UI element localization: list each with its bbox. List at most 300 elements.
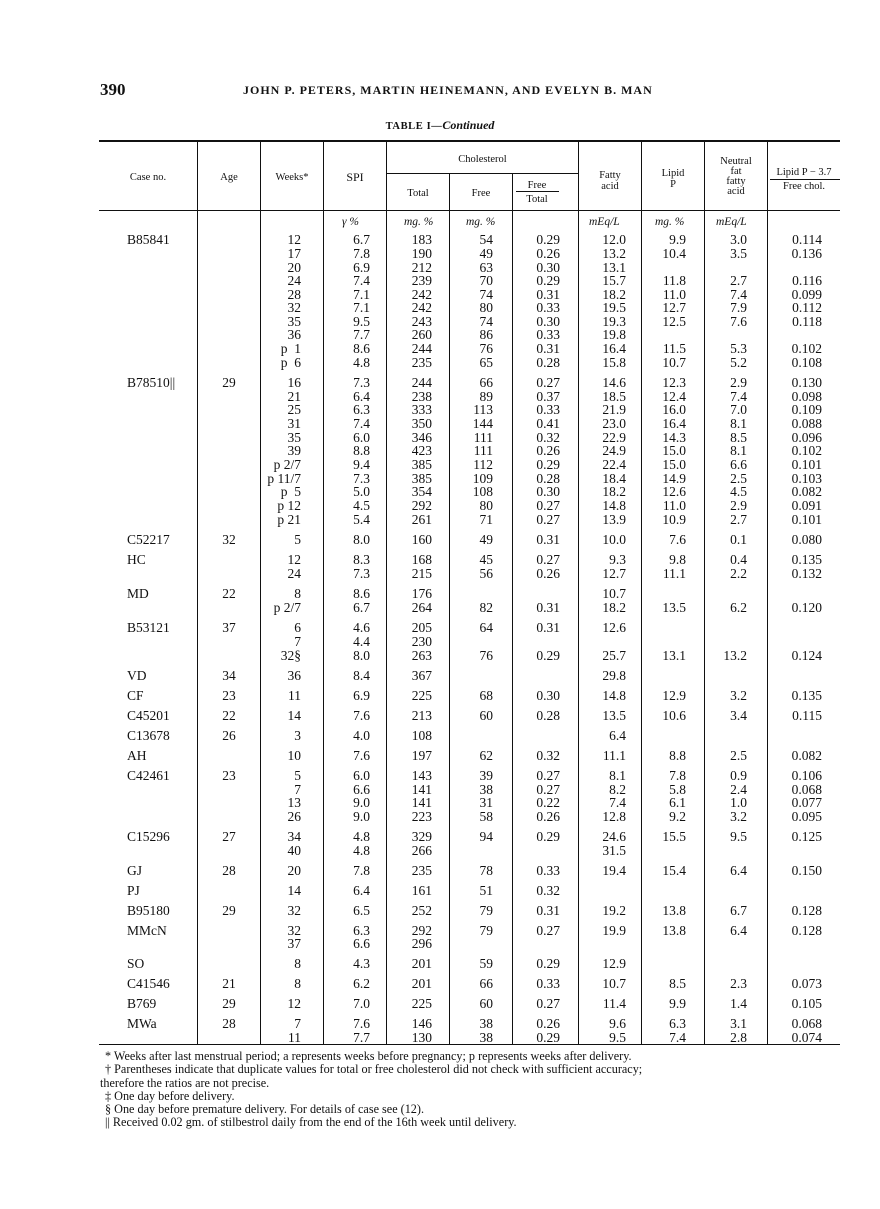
cell-neutral: 2.7 (730, 273, 747, 288)
cell-weeks: 14 (287, 708, 301, 723)
cell-neutral: 0.1 (730, 532, 747, 547)
cell-weeks: 24 (287, 566, 301, 581)
cell-neutral: 8.1 (730, 416, 747, 431)
cell-neutral: 7.0 (730, 402, 747, 417)
cell-total: 292 (411, 498, 432, 513)
cell-fatty: 19.3 (602, 314, 626, 329)
cell-ratio: 0.29 (536, 273, 560, 288)
cell-fatty: 19.8 (602, 327, 626, 342)
cell-free: 94 (479, 829, 493, 844)
cell-spi: 7.3 (353, 375, 370, 390)
table-row (0, 795, 880, 810)
cell-ratio: 0.31 (536, 532, 560, 547)
cell-weeks: p 1 (280, 341, 301, 356)
cell-free: 59 (479, 956, 493, 971)
cell-case: VD (127, 668, 147, 683)
cell-weeks: p 5 (280, 484, 301, 499)
cell-fatty: 8.1 (609, 768, 626, 783)
cell-total: 242 (411, 287, 432, 302)
cell-total: 266 (411, 843, 432, 858)
cell-ratio: 0.28 (536, 708, 560, 723)
cell-lp: 0.068 (791, 782, 822, 797)
cell-ratio: 0.29 (536, 232, 560, 247)
cell-spi: 4.8 (353, 829, 370, 844)
cell-ratio: 0.33 (536, 976, 560, 991)
cell-ratio: 0.27 (536, 782, 560, 797)
cell-fatty: 31.5 (602, 843, 626, 858)
cell-lipid: 13.5 (662, 600, 686, 615)
cell-fatty: 9.6 (609, 1016, 626, 1031)
cell-fatty: 11.4 (602, 996, 626, 1011)
cell-weeks: p 11/7 (267, 471, 301, 486)
cell-spi: 4.4 (353, 634, 370, 649)
header-lipid-p-numerator: Lipid P − 3.7 (776, 167, 832, 178)
table-row (0, 355, 880, 370)
cell-neutral: 4.5 (730, 484, 747, 499)
cell-free: 109 (472, 471, 493, 486)
cell-case: HC (127, 552, 146, 567)
cell-total: 238 (411, 389, 432, 404)
cell-spi: 7.6 (353, 708, 370, 723)
cell-free: 76 (479, 648, 493, 663)
table-row (0, 1016, 880, 1031)
cell-ratio: 0.26 (536, 809, 560, 824)
cell-ratio: 0.30 (536, 260, 560, 275)
header-neutral-line1: Neutral (720, 156, 752, 167)
table-row (0, 708, 880, 723)
cell-ratio: 0.31 (536, 341, 560, 356)
table-row (0, 273, 880, 288)
cell-case: C45201 (127, 708, 170, 723)
table-row (0, 586, 880, 601)
cell-free: 54 (479, 232, 493, 247)
cell-spi: 9.0 (353, 809, 370, 824)
cell-spi: 7.7 (353, 1030, 370, 1045)
cell-lp: 0.105 (791, 996, 822, 1011)
header-bottom-rule (99, 210, 840, 211)
cell-ratio: 0.33 (536, 327, 560, 342)
cell-case: CF (127, 688, 144, 703)
cell-lipid: 10.7 (662, 355, 686, 370)
cell-total: 367 (411, 668, 432, 683)
cell-lipid: 7.8 (669, 768, 686, 783)
cell-weeks: 7 (294, 634, 301, 649)
cell-ratio: 0.27 (536, 498, 560, 513)
header-lipid-p-denominator: Free chol. (783, 181, 825, 192)
cell-neutral: 3.2 (730, 809, 747, 824)
header-total: Total (407, 188, 429, 199)
cell-fatty: 21.9 (602, 402, 626, 417)
unit-spi: γ % (342, 216, 359, 228)
cell-total: 197 (411, 748, 432, 763)
cell-fatty: 23.0 (602, 416, 626, 431)
cell-lipid: 16.4 (662, 416, 686, 431)
cell-spi: 7.3 (353, 566, 370, 581)
cell-spi: 6.6 (353, 782, 370, 797)
cell-spi: 8.6 (353, 341, 370, 356)
cell-total: 244 (411, 341, 432, 356)
cell-ratio: 0.26 (536, 566, 560, 581)
cell-lp: 0.080 (791, 532, 822, 547)
cell-total: 183 (411, 232, 432, 247)
cell-lp: 0.112 (792, 300, 822, 315)
cell-free: 63 (479, 260, 493, 275)
table-row (0, 809, 880, 824)
cell-lipid: 15.5 (662, 829, 686, 844)
cell-free: 80 (479, 300, 493, 315)
cell-fatty: 19.2 (602, 903, 626, 918)
cell-case: C42461 (127, 768, 170, 783)
cell-neutral: 1.4 (730, 996, 747, 1011)
cell-spi: 6.0 (353, 768, 370, 783)
cell-ratio: 0.27 (536, 923, 560, 938)
cell-ratio: 0.31 (536, 620, 560, 635)
cell-case: B78510|| (127, 375, 176, 390)
cell-fatty: 15.7 (602, 273, 626, 288)
cell-ratio: 0.31 (536, 903, 560, 918)
footnote-premature: § One day before premature delivery. For details of case see (12). (105, 1102, 424, 1117)
cell-neutral: 7.4 (730, 287, 747, 302)
lipid-p-fraction-bar (770, 179, 840, 180)
cell-weeks: 16 (287, 375, 301, 390)
cell-spi: 6.6 (353, 936, 370, 951)
cell-weeks: 11 (288, 1030, 301, 1045)
table-row (0, 748, 880, 763)
cell-ratio: 0.37 (536, 389, 560, 404)
cell-lipid: 12.4 (662, 389, 686, 404)
cell-total: 239 (411, 273, 432, 288)
running-head: JOHN P. PETERS, MARTIN HEINEMANN, AND EVELYN B. MAN (243, 83, 653, 97)
cell-spi: 7.1 (353, 300, 370, 315)
cell-weeks: 14 (287, 883, 301, 898)
header-neutral-line2: fat (730, 166, 742, 177)
cell-neutral: 8.5 (730, 430, 747, 445)
cell-spi: 6.7 (353, 232, 370, 247)
cell-total: 263 (411, 648, 432, 663)
cell-case: B95180 (127, 903, 170, 918)
table-row (0, 498, 880, 513)
cell-spi: 9.4 (353, 457, 370, 472)
cell-neutral: 6.2 (730, 600, 747, 615)
cell-fatty: 11.1 (602, 748, 626, 763)
cell-total: 261 (411, 512, 432, 527)
table-row (0, 600, 880, 615)
cell-fatty: 25.7 (602, 648, 626, 663)
table-row (0, 829, 880, 844)
cell-weeks: 32 (287, 923, 301, 938)
cell-weeks: 8 (294, 956, 301, 971)
cell-free: 111 (473, 443, 493, 458)
cell-fatty: 8.2 (609, 782, 626, 797)
cell-free: 76 (479, 341, 493, 356)
cell-neutral: 9.5 (730, 829, 747, 844)
cell-case: C13678 (127, 728, 170, 743)
table-row (0, 936, 880, 951)
cell-total: 346 (411, 430, 432, 445)
ratio-fraction-bar (516, 191, 559, 192)
cell-weeks: 7 (294, 1016, 301, 1031)
cell-free: 60 (479, 708, 493, 723)
unit-total: mg. % (404, 216, 434, 228)
cell-age: 26 (222, 728, 236, 743)
cell-fatty: 14.8 (602, 498, 626, 513)
cell-total: 146 (411, 1016, 432, 1031)
cell-free: 86 (479, 327, 493, 342)
cell-weeks: p 2/7 (273, 600, 301, 615)
cell-case: MMcN (127, 923, 167, 938)
cell-lp: 0.128 (791, 903, 822, 918)
table-row (0, 443, 880, 458)
cell-spi: 9.0 (353, 795, 370, 810)
cell-age: 22 (222, 586, 236, 601)
table-row (0, 768, 880, 783)
cell-fatty: 12.8 (602, 809, 626, 824)
cell-fatty: 18.4 (602, 471, 626, 486)
cell-weeks: 40 (287, 843, 301, 858)
cell-neutral: 3.1 (730, 1016, 747, 1031)
cell-spi: 8.4 (353, 668, 370, 683)
header-weeks: Weeks* (275, 172, 309, 183)
cell-total: 235 (411, 355, 432, 370)
cell-lp: 0.082 (791, 484, 822, 499)
cell-case: SO (127, 956, 145, 971)
cell-weeks: p 2/7 (273, 457, 301, 472)
footnote-weeks: * Weeks after last menstrual period; a represents weeks before pregnancy; p represents weeks after delivery. (105, 1049, 632, 1063)
cell-lp: 0.118 (792, 314, 822, 329)
cell-weeks: 7 (294, 782, 301, 797)
cell-lipid: 8.8 (669, 748, 686, 763)
cell-free: 39 (479, 768, 493, 783)
cell-total: 225 (411, 996, 432, 1011)
cell-free: 38 (479, 1030, 493, 1045)
cell-free: 68 (479, 688, 493, 703)
cell-fatty: 18.2 (602, 484, 626, 499)
cell-weeks: p 6 (280, 355, 301, 370)
cell-neutral: 3.0 (730, 232, 747, 247)
cell-spi: 7.4 (353, 416, 370, 431)
cell-free: 74 (479, 314, 493, 329)
cell-lp: 0.088 (791, 416, 822, 431)
cell-neutral: 0.4 (730, 552, 747, 567)
cell-fatty: 13.1 (602, 260, 626, 275)
cell-free: 56 (479, 566, 493, 581)
cell-fatty: 12.9 (602, 956, 626, 971)
table-row (0, 996, 880, 1011)
cell-lp: 0.109 (791, 402, 822, 417)
cell-ratio: 0.30 (536, 314, 560, 329)
cell-neutral: 2.7 (730, 512, 747, 527)
cell-free: 38 (479, 782, 493, 797)
cell-weeks: 12 (287, 552, 301, 567)
page-number: 390 (100, 80, 126, 99)
cell-lipid: 11.0 (662, 287, 686, 302)
cell-free: 65 (479, 355, 493, 370)
cell-total: 385 (411, 471, 432, 486)
cell-weeks: 21 (287, 389, 301, 404)
cell-fatty: 15.8 (602, 355, 626, 370)
cell-total: 161 (411, 883, 432, 898)
table-row (0, 566, 880, 581)
cell-lp: 0.124 (791, 648, 822, 663)
cell-lipid: 7.6 (669, 532, 686, 547)
cell-ratio: 0.27 (536, 552, 560, 567)
cell-fatty: 19.9 (602, 923, 626, 938)
cell-lp: 0.130 (791, 375, 822, 390)
cell-weeks: 12 (287, 232, 301, 247)
table-row (0, 300, 880, 315)
cell-spi: 6.4 (353, 389, 370, 404)
cell-spi: 4.8 (353, 355, 370, 370)
footnote-parentheses: † Parentheses indicate that duplicate values for total or free cholesterol did not check with sufficient accuracy; (105, 1062, 643, 1077)
cell-lp: 0.128 (791, 923, 822, 938)
cell-lipid: 13.8 (662, 923, 686, 938)
cell-free: 58 (479, 809, 493, 824)
cell-free: 66 (479, 976, 493, 991)
footnote-stilbestrol: || Received 0.02 gm. of stilbestrol daily from the end of the 16th week until delivery. (105, 1115, 517, 1130)
cell-lp: 0.102 (791, 341, 822, 356)
table-row (0, 484, 880, 499)
cell-neutral: 5.2 (730, 355, 747, 370)
cell-weeks: p 12 (277, 498, 301, 513)
cell-total: 354 (411, 484, 432, 499)
cell-total: 260 (411, 327, 432, 342)
cell-free: 112 (473, 457, 493, 472)
cell-neutral: 2.5 (730, 471, 747, 486)
cell-fatty: 12.0 (602, 232, 626, 247)
cell-lipid: 10.6 (662, 708, 686, 723)
cell-weeks: 20 (287, 863, 301, 878)
cell-ratio: 0.41 (536, 416, 560, 431)
cell-total: 225 (411, 688, 432, 703)
cell-spi: 7.3 (353, 471, 370, 486)
cell-case: GJ (127, 863, 143, 878)
cell-case: PJ (127, 883, 140, 898)
header-cholesterol: Cholesterol (458, 154, 507, 165)
header-ratio-denominator: Total (526, 194, 548, 205)
cell-fatty: 9.3 (609, 552, 626, 567)
cell-lipid: 9.8 (669, 552, 686, 567)
cell-total: 143 (411, 768, 432, 783)
cell-spi: 6.5 (353, 903, 370, 918)
cell-weeks: 13 (287, 795, 301, 810)
table-row (0, 976, 880, 991)
cell-lp: 0.073 (791, 976, 822, 991)
cell-age: 23 (222, 768, 236, 783)
cell-fatty: 24.6 (602, 829, 626, 844)
cell-ratio: 0.29 (536, 829, 560, 844)
cell-lp: 0.132 (791, 566, 822, 581)
cell-weeks: 32§ (280, 648, 301, 663)
cell-weeks: 32 (287, 903, 301, 918)
cell-weeks: 8 (294, 586, 301, 601)
cell-total: 244 (411, 375, 432, 390)
header-neutral-line3: fatty (726, 176, 746, 187)
cell-free: 80 (479, 498, 493, 513)
cell-fatty: 22.4 (602, 457, 626, 472)
cell-ratio: 0.27 (536, 512, 560, 527)
cell-total: 205 (411, 620, 432, 635)
cell-ratio: 0.28 (536, 355, 560, 370)
cell-total: 292 (411, 923, 432, 938)
cell-total: 329 (411, 829, 432, 844)
unit-neutral: mEq/L (716, 216, 747, 228)
cell-total: 201 (411, 956, 432, 971)
cell-free: 113 (473, 402, 493, 417)
cell-fatty: 19.4 (602, 863, 626, 878)
cell-weeks: 20 (287, 260, 301, 275)
cell-neutral: 3.4 (730, 708, 747, 723)
cell-weeks: 6 (294, 620, 301, 635)
cell-free: 60 (479, 996, 493, 1011)
cell-free: 79 (479, 923, 493, 938)
cell-ratio: 0.33 (536, 402, 560, 417)
cell-case: C15296 (127, 829, 170, 844)
cell-spi: 7.1 (353, 287, 370, 302)
cell-ratio: 0.27 (536, 375, 560, 390)
cell-neutral: 6.7 (730, 903, 747, 918)
cell-case: MWa (127, 1016, 157, 1031)
cell-weeks: 28 (287, 287, 301, 302)
cell-fatty: 18.5 (602, 389, 626, 404)
table-row (0, 246, 880, 261)
cell-age: 29 (222, 375, 236, 390)
cell-spi: 4.6 (353, 620, 370, 635)
cell-free: 66 (479, 375, 493, 390)
cell-spi: 9.5 (353, 314, 370, 329)
cell-weeks: 5 (294, 768, 301, 783)
cell-spi: 7.0 (353, 996, 370, 1011)
cell-spi: 6.9 (353, 260, 370, 275)
table-label-continued: Continued (442, 118, 495, 132)
cell-lipid: 11.0 (662, 498, 686, 513)
table-row (0, 232, 880, 247)
cell-total: 130 (411, 1030, 432, 1045)
cell-ratio: 0.26 (536, 443, 560, 458)
cell-total: 235 (411, 863, 432, 878)
cell-spi: 4.8 (353, 843, 370, 858)
table-row (0, 843, 880, 858)
cell-lp: 0.077 (791, 795, 822, 810)
cell-spi: 7.7 (353, 327, 370, 342)
cell-weeks: 36 (287, 668, 301, 683)
cell-lp: 0.103 (791, 471, 822, 486)
cell-lipid: 10.9 (662, 512, 686, 527)
cell-total: 252 (411, 903, 432, 918)
cell-fatty: 16.4 (602, 341, 626, 356)
cell-ratio: 0.30 (536, 484, 560, 499)
cell-case: C41546 (127, 976, 170, 991)
cell-spi: 6.7 (353, 600, 370, 615)
cell-lipid: 11.8 (662, 273, 686, 288)
cell-spi: 6.2 (353, 976, 370, 991)
cell-ratio: 0.27 (536, 996, 560, 1011)
cell-free: 74 (479, 287, 493, 302)
cell-lp: 0.115 (792, 708, 822, 723)
cell-weeks: 35 (287, 430, 301, 445)
cell-weeks: 12 (287, 996, 301, 1011)
cell-lipid: 13.1 (662, 648, 686, 663)
cell-free: 71 (479, 512, 493, 527)
cell-lp: 0.099 (791, 287, 822, 302)
cell-total: 141 (411, 795, 432, 810)
cell-free: 70 (479, 273, 493, 288)
cell-free: 38 (479, 1016, 493, 1031)
cell-total: 215 (411, 566, 432, 581)
cell-weeks: 31 (287, 416, 301, 431)
cell-fatty: 6.4 (609, 728, 626, 743)
cell-fatty: 10.0 (602, 532, 626, 547)
cell-fatty: 13.5 (602, 708, 626, 723)
